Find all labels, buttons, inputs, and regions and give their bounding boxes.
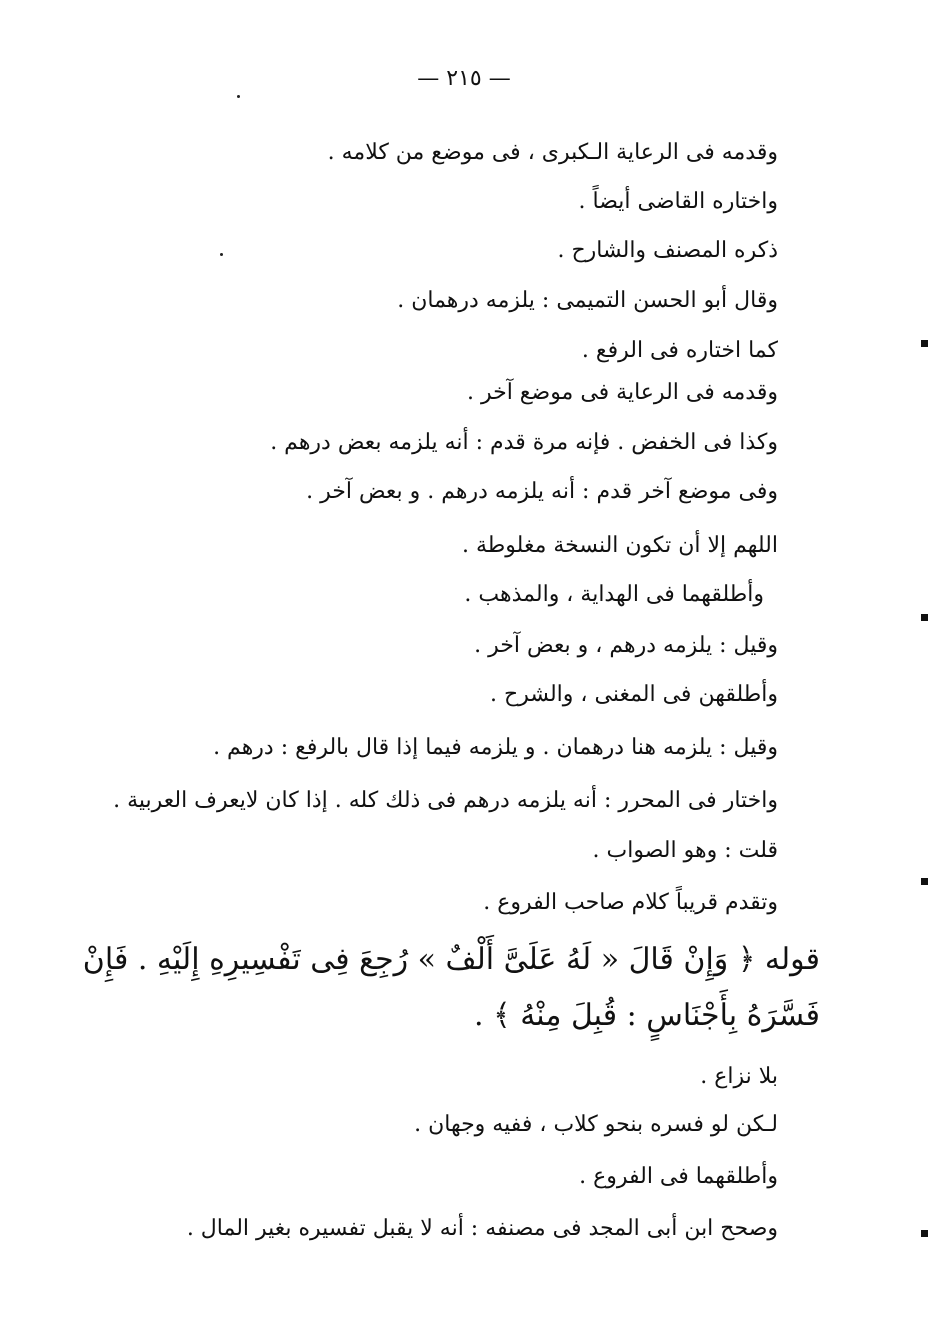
text-line: وقدمه فى الرعاية فى موضع آخر . <box>466 380 778 405</box>
page-number: — ٢١٥ — <box>417 66 511 91</box>
text-line: وفى موضع آخر قدم : أنه يلزمه درهم . و بعض آخر . <box>306 479 778 504</box>
text-line: كما اختاره فى الرفع . <box>581 338 778 363</box>
text-line: وقدمه فى الرعاية الـكبرى ، فى موضع من كلامه . <box>327 140 778 165</box>
text-line: وأطلقهما فى الفروع . <box>579 1164 778 1189</box>
text-line: وقيل : يلزمه درهم ، و بعض آخر . <box>474 633 778 658</box>
text-line: وأطلقهن فى المغنى ، والشرح . <box>490 682 778 707</box>
text-line: اللهم إلا أن تكون النسخة مغلوطة . <box>462 533 778 558</box>
margin-mark <box>921 340 928 347</box>
text-line: وكذا فى الخفض . فإنه مرة قدم : أنه يلزمه بعض درهم . <box>270 430 778 455</box>
text-line: وصحح ابن أبى المجد فى مصنفه : أنه لا يقبل تفسيره بغير المال . <box>186 1216 778 1241</box>
quoted-text-line: قوله ﴿ وَإِنْ قَالَ « لَهُ عَلَىَّ أَلْفٌ » رُجِعَ فِى تَفْسِيرِهِ إِلَيْهِ . فَإِنْ <box>82 942 820 977</box>
text-line: لـكن لو فسره بنحو كلاب ، ففيه وجهان . <box>414 1112 778 1137</box>
scan-speck <box>220 253 223 256</box>
text-line: ذكره المصنف والشارح . <box>557 238 778 263</box>
text-line: وقيل : يلزمه هنا درهمان . و يلزمه فيما إذا قال بالرفع : درهم . <box>213 735 778 760</box>
text-line: واختاره القاضى أيضاً . <box>578 189 778 214</box>
margin-mark <box>921 878 928 885</box>
text-line: وأطلقهما فى الهداية ، والمذهب . <box>464 582 764 607</box>
text-line: واختار فى المحرر : أنه يلزمه درهم فى ذلك كله . إذا كان لايعرف العربية . <box>113 788 778 813</box>
quoted-text-line: فَسَّرَهُ بِأَجْنَاسٍ : قُبِلَ مِنْهُ ﴾ . <box>474 998 820 1033</box>
text-line: قلت : وهو الصواب . <box>592 838 778 863</box>
text-line: وتقدم قريباً كلام صاحب الفروع . <box>483 890 778 915</box>
margin-mark <box>921 1230 928 1237</box>
scan-speck <box>237 95 240 98</box>
text-line: بلا نزاع . <box>700 1064 778 1089</box>
margin-mark <box>921 614 928 621</box>
text-line: وقال أبو الحسن التميمى : يلزمه درهمان . <box>397 288 778 313</box>
